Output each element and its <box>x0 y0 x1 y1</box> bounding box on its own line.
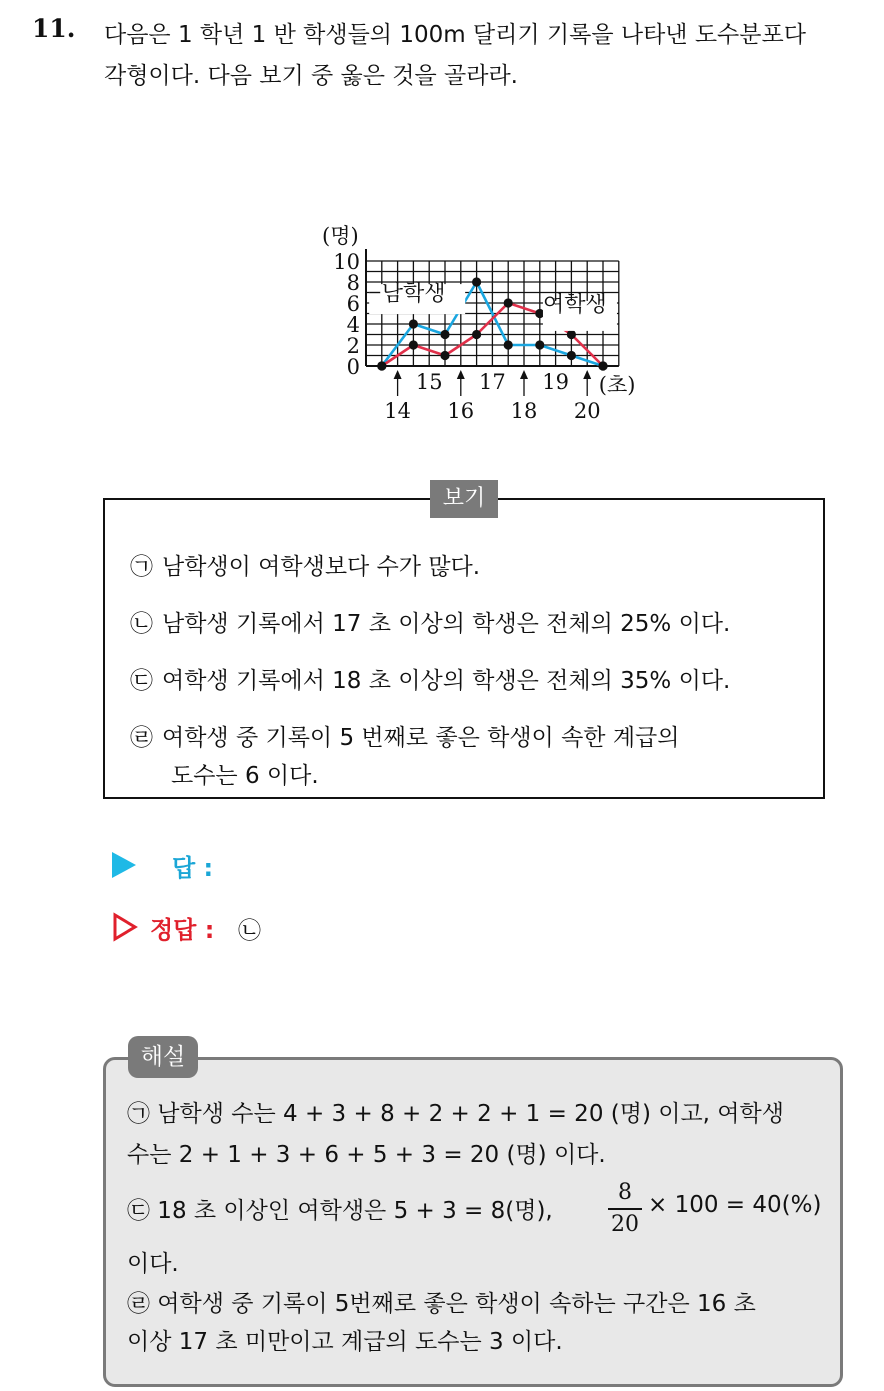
data-point <box>409 340 418 349</box>
data-point <box>440 351 449 360</box>
x-tick-label: 17 <box>479 370 506 394</box>
bogi-text-2: 남학생 기록에서 17 초 이상의 학생은 전체의 25% 이다. <box>162 611 731 637</box>
series-label-boys: 남학생 <box>381 281 446 307</box>
question-line-1: 다음은 1 학년 1 반 학생들의 100m 달리기 기록을 나타낸 도수분포다 <box>104 22 806 48</box>
fraction-denominator: 20 <box>611 1212 639 1237</box>
data-point <box>440 330 449 339</box>
y-tick-label: 6 <box>346 292 360 316</box>
bogi-text-3: 여학생 기록에서 18 초 이상의 학생은 전체의 35% 이다. <box>162 668 731 694</box>
x-tick-label: 20 <box>573 399 601 423</box>
bogi-mark-1: ㉠ <box>130 554 153 580</box>
bogi-mark-3: ㉢ <box>130 668 153 694</box>
y-axis-label: (명) <box>322 224 359 248</box>
explanation-line-3b: × 100 = 40(%) <box>648 1192 822 1218</box>
x-axis-label: (초) <box>598 373 636 397</box>
x-tick-arrowhead <box>583 370 591 379</box>
explanation-line-1: ㉠ 남학생 수는 4 + 3 + 8 + 2 + 2 + 1 = 20 (명) 이고, 여학생 <box>127 1101 784 1127</box>
x-tick-arrowhead <box>394 370 402 379</box>
fraction-numerator: 8 <box>618 1180 632 1205</box>
data-point <box>472 330 481 339</box>
bogi-item-1 <box>130 548 480 581</box>
x-tick-arrowhead <box>520 370 528 379</box>
bogi-item-3 <box>130 662 730 695</box>
bogi-title: 보기 <box>430 480 498 518</box>
x-tick-label: 16 <box>447 399 475 423</box>
correct-arrow-icon <box>112 912 138 942</box>
explanation-line-2: 수는 2 + 1 + 3 + 6 + 5 + 3 = 20 (명) 이다. <box>127 1142 606 1168</box>
bogi-item-2 <box>130 605 730 638</box>
correct-answer-value: ㉡ <box>238 918 261 944</box>
bogi-mark-4: ㉣ <box>130 725 153 751</box>
explanation-line-4: 이다. <box>127 1251 179 1277</box>
bogi-mark-2: ㉡ <box>130 611 153 637</box>
correct-answer-label: 정답 : <box>150 916 215 944</box>
data-point <box>504 298 513 307</box>
data-point <box>567 351 576 360</box>
x-tick-arrowhead <box>457 370 465 379</box>
data-point <box>472 277 481 286</box>
answer-arrow-icon <box>112 852 136 878</box>
fraction-bar <box>608 1208 642 1210</box>
bogi-text-1: 남학생이 여학생보다 수가 많다. <box>162 554 481 580</box>
bogi-item-4-cont: 도수는 6 이다. <box>171 763 319 789</box>
explanation-fraction <box>608 1180 642 1237</box>
x-tick-label: 18 <box>510 399 538 423</box>
bogi-text-4: 여학생 중 기록이 5 번째로 좋은 학생이 속한 계급의 <box>162 725 680 751</box>
data-point <box>567 330 576 339</box>
x-tick-label: 19 <box>542 370 569 394</box>
question-number: 11. <box>32 14 76 43</box>
data-point <box>535 340 544 349</box>
y-tick-label: 8 <box>346 271 360 295</box>
series-label-girls: 여학생 <box>542 292 607 318</box>
y-tick-label: 10 <box>333 250 360 274</box>
y-tick-label: 4 <box>346 313 360 337</box>
question-line-2: 각형이다. 다음 보기 중 옳은 것을 골라라. <box>104 63 518 89</box>
chart-ticks <box>333 250 600 423</box>
y-tick-label: 2 <box>346 334 360 358</box>
x-tick-label: 14 <box>384 399 411 423</box>
explanation-line-3: ㉢ 18 초 이상인 여학생은 5 + 3 = 8(명), <box>127 1198 553 1224</box>
explanation-title: 해설 <box>128 1036 198 1078</box>
data-point <box>598 361 607 370</box>
y-tick-label: 0 <box>346 355 360 379</box>
answer-label: 답 : <box>172 854 214 882</box>
x-tick-label: 15 <box>415 370 443 394</box>
frequency-polygon-chart <box>300 110 660 430</box>
explanation-line-6: 이상 17 초 미만이고 계급의 도수는 3 이다. <box>127 1329 563 1355</box>
data-point <box>409 319 418 328</box>
bogi-box <box>103 498 825 799</box>
data-point <box>504 340 513 349</box>
data-point <box>377 361 386 370</box>
explanation-line-5: ㉣ 여학생 중 기록이 5번째로 좋은 학생이 속하는 구간은 16 초 <box>127 1291 756 1317</box>
bogi-item-4 <box>130 719 679 752</box>
